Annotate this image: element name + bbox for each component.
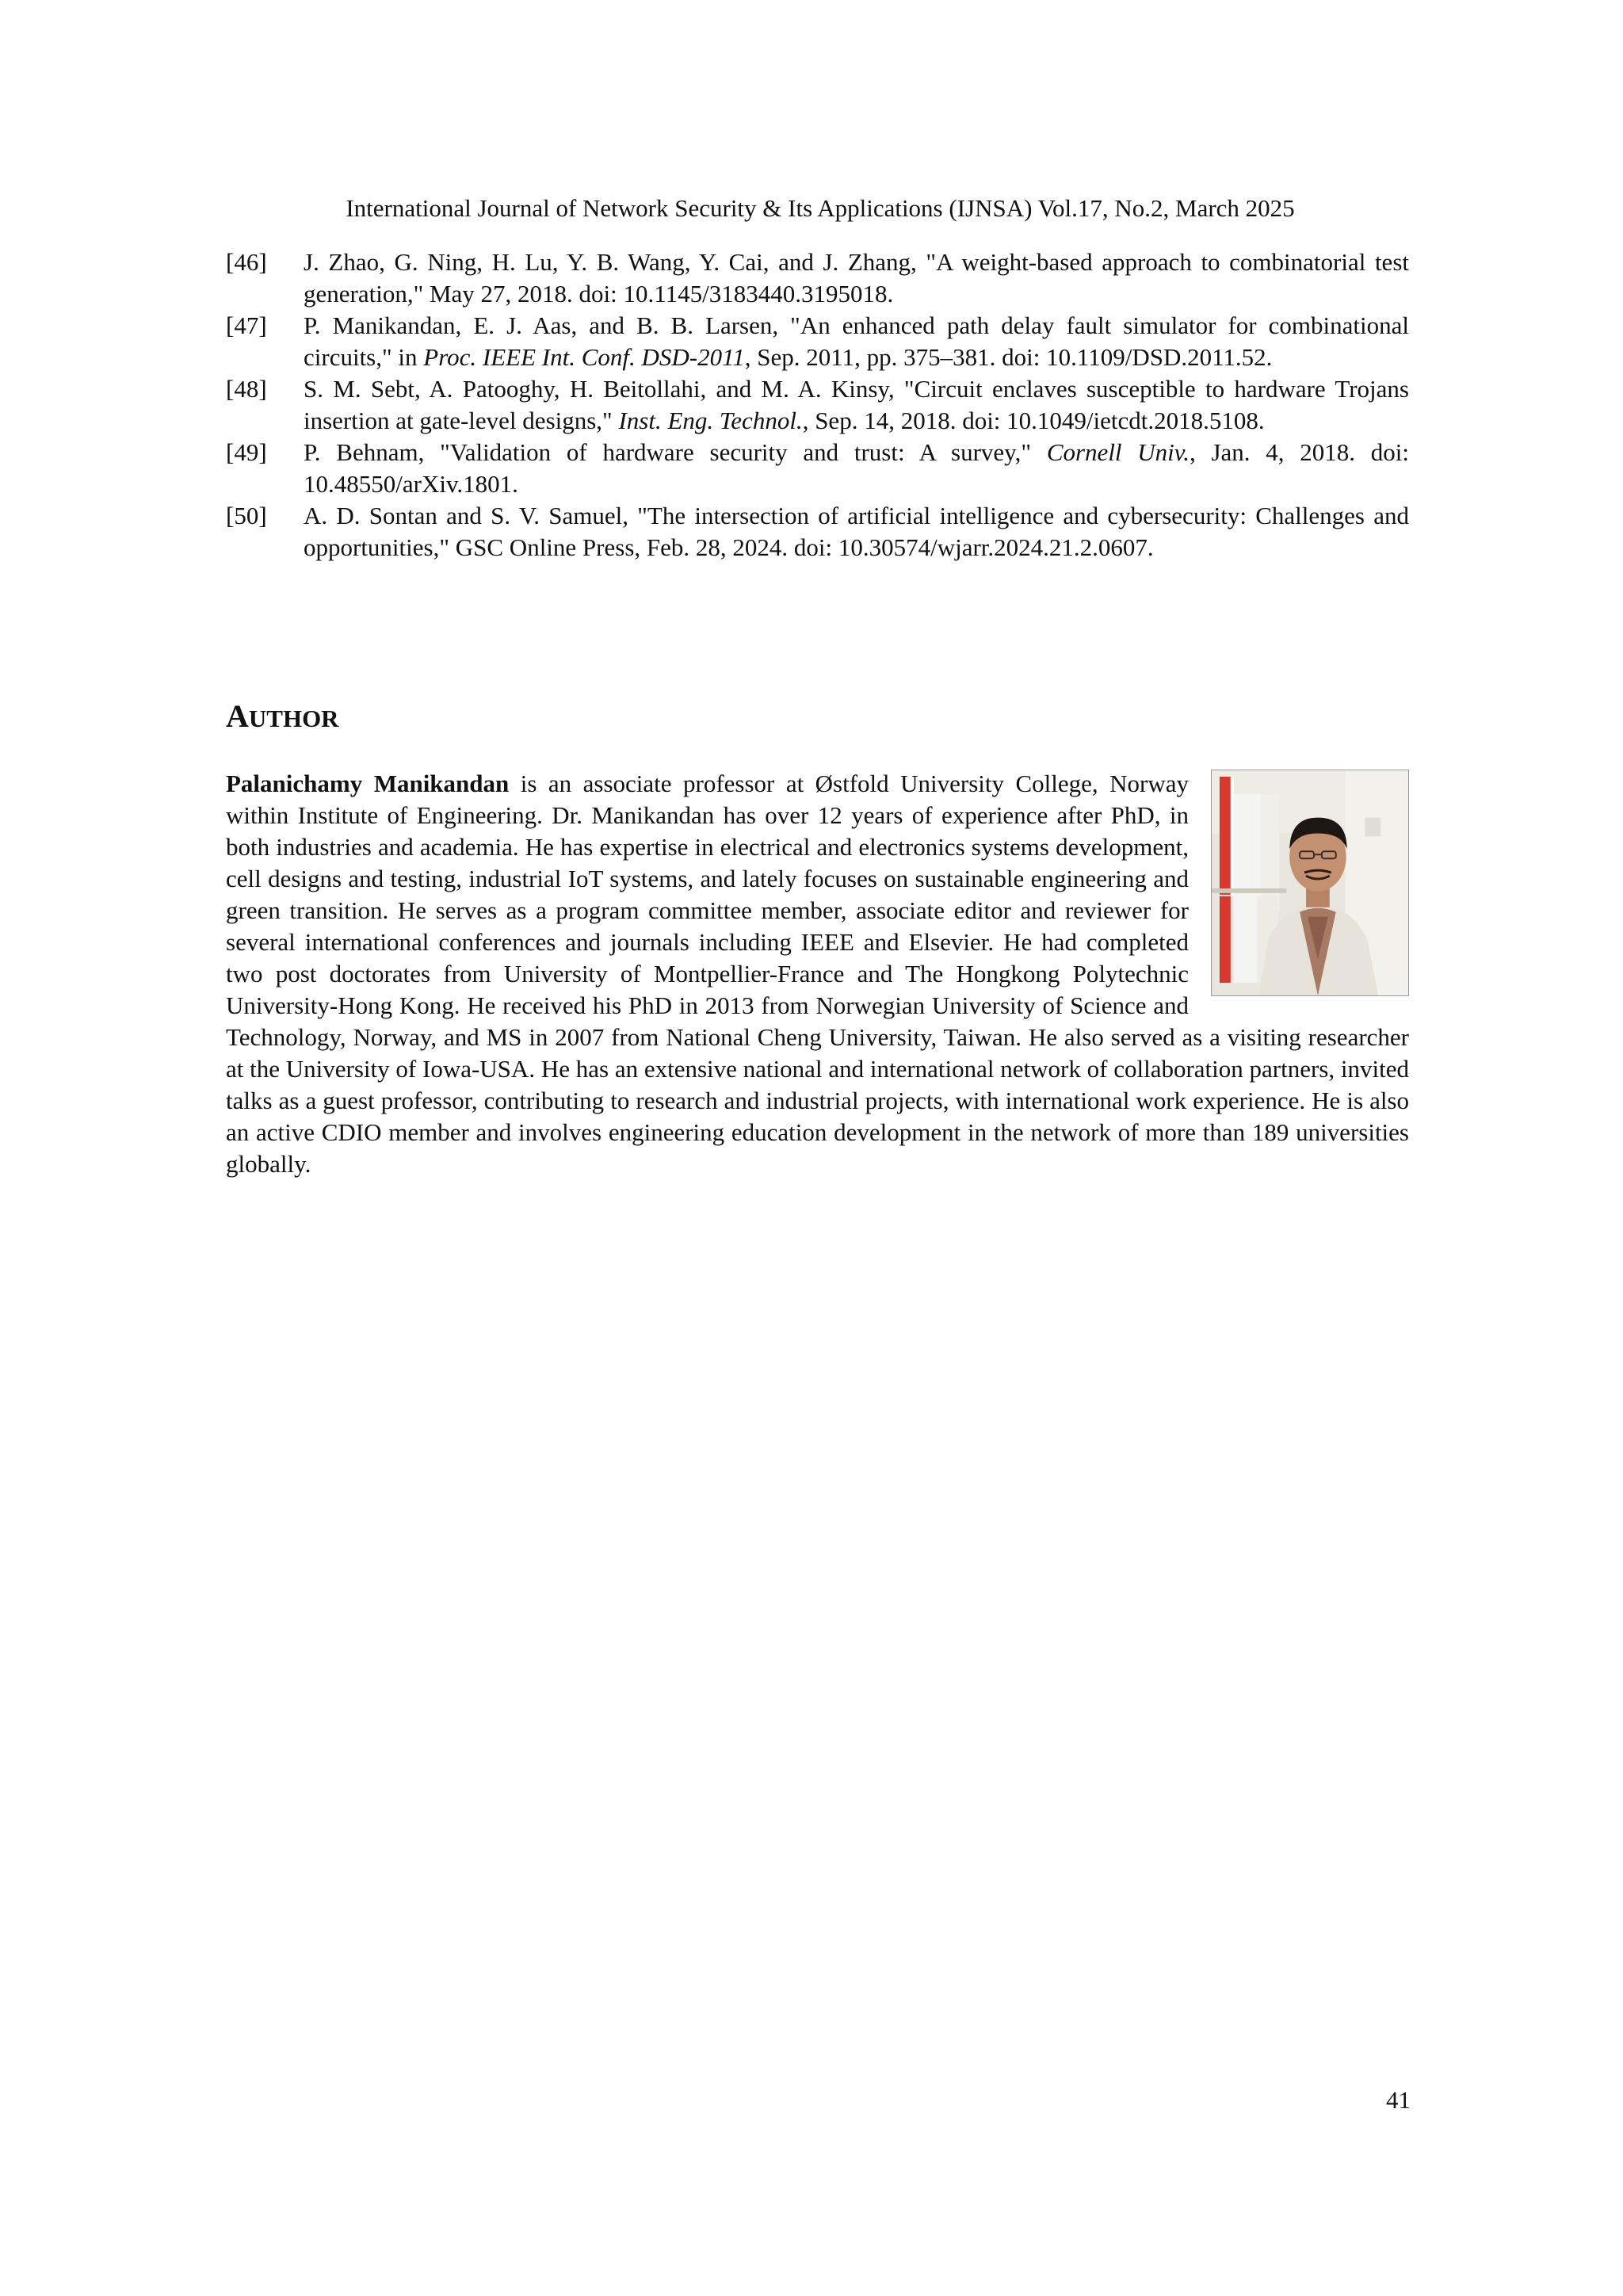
reference-number: [47] [226,311,267,339]
reference-item [226,310,1409,373]
reference-text [304,502,1409,561]
reference-item [226,373,1409,437]
section-title-initial: A [226,698,249,734]
reference-item [226,500,1409,563]
reference-number: [50] [226,502,267,529]
reference-venue: Inst. Eng. Technol. [618,407,803,434]
reference-number: [46] [226,248,267,276]
reference-text [304,438,1409,498]
reference-segment: J. Zhao, G. Ning, H. Lu, Y. B. Wang, Y. Cai, and J. Zhang, "A weight-based approach to combinatorial test generation," May 27, 2018. doi: 10.1145/3183440.3195018. [304,248,1409,308]
reference-segment: , Sep. 2011, pp. 375–381. doi: 10.1109/DSD.2011.52. [744,343,1273,371]
reference-segment: A. D. Sontan and S. V. Samuel, "The intersection of artificial intelligence and cybersecurity: Challenges and opportunities," GSC Online Press, Feb. 28, 2024. doi: 10.30574/wjarr.2024.21.2.0607. [304,502,1409,561]
reference-segment: P. Manikandan, E. J. Aas, and B. B. Larsen, "An enhanced path delay fault simulator for combinational circuits," in [304,311,1409,371]
section-title-rest: UTHOR [248,705,339,732]
reference-list [226,246,1409,563]
reference-venue: Cornell Univ. [1046,438,1190,466]
page-number: 41 [1386,2086,1411,2114]
reference-number: [48] [226,375,267,403]
author-photo [1211,770,1409,996]
reference-segment: P. Behnam, "Validation of hardware security and trust: A survey," [304,438,1047,466]
reference-segment: , Jan. 4, 2018. doi: 10.48550/arXiv.1801. [304,438,1409,498]
running-header: International Journal of Network Security & Its Applications (IJNSA) Vol.17, No.2, March 2025 [346,194,1295,222]
author-bio-text: is an associate professor at Østfold University College, Norway within Institute of Engineering. Dr. Manikandan has over 12 years of experience after PhD, in both industries and academia. He has expertise in electrical and electronics systems development, cell designs and testing, industrial IoT systems, and lately focuses on sustainable engineering and green transition. He serves as a program committee member, associate editor and reviewer for several international conferences and journals including IEEE and Elsevier. He had completed two post doctorates from University of Montpellier-France and The Hongkong Polytechnic University-Hong Kong. He received his PhD in 2013 from Norwegian University of Science and Technology, Norway, and MS in 2007 from National Cheng University, Taiwan. He also served as a visiting researcher at the University of Iowa-USA. He has an extensive national and international network of collaboration partners, invited talks as a guest professor, contributing to research and industrial projects, with international work experience. He is also an active CDIO member and involves engineering education development in the network of more than 189 universities globally. [226,770,1409,1178]
author-portrait-image [1212,770,1408,995]
reference-text [304,248,1409,308]
reference-item [226,437,1409,500]
reference-text [304,311,1409,371]
reference-venue: Proc. IEEE Int. Conf. DSD-2011 [423,343,745,371]
author-name: Palanichamy Manikandan [226,770,510,797]
reference-number: [49] [226,438,267,466]
reference-segment: , Sep. 14, 2018. doi: 10.1049/ietcdt.2018.5108. [802,407,1265,434]
author-section-title [226,699,339,736]
reference-segment: S. M. Sebt, A. Patooghy, H. Beitollahi, and M. A. Kinsy, "Circuit enclaves susceptible to hardware Trojans insertion at gate-level designs," [304,375,1409,434]
reference-item [226,246,1409,310]
author-photo-frame [1211,768,1409,996]
reference-text [304,375,1409,434]
author-biography [226,768,1409,1180]
